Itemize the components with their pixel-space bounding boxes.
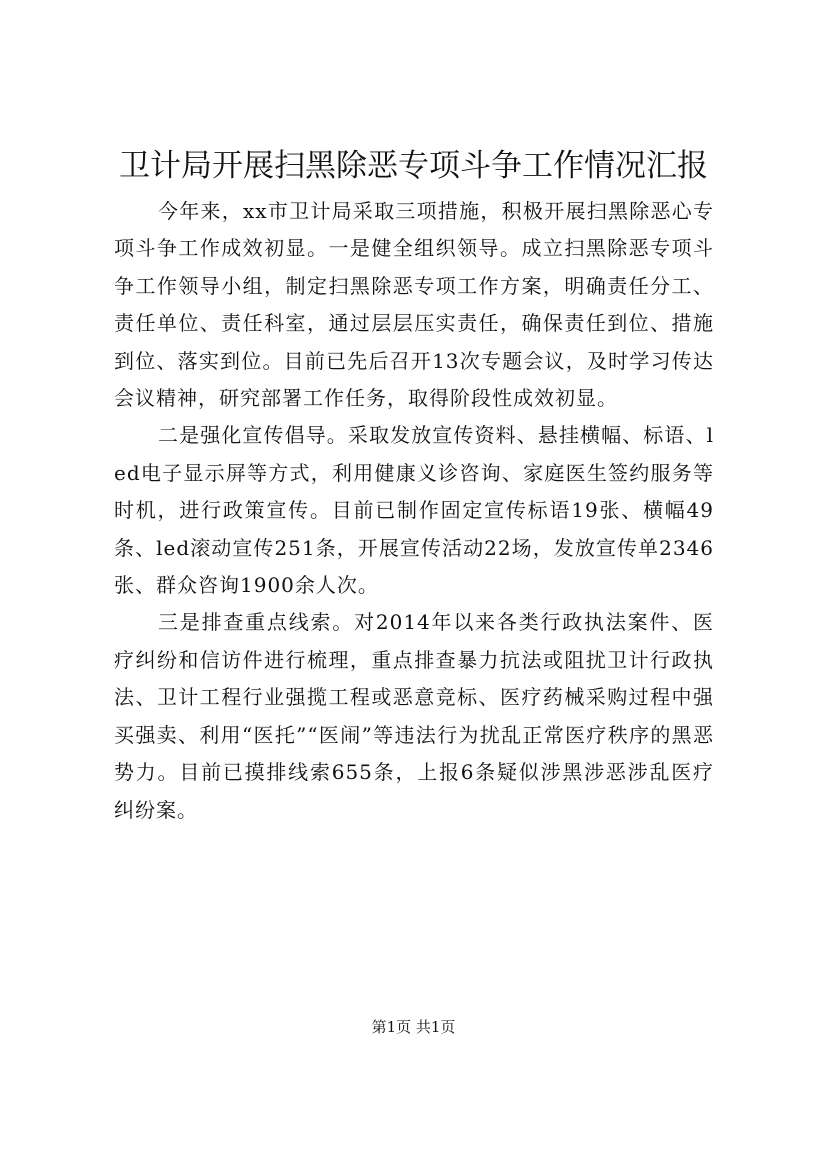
paragraph-3: 三是排查重点线索。对2014年以来各类行政执法案件、医疗纠纷和信访件进行梳理，重点排查暴力抗法或阻扰卫计行政执法、卫计工程行业强揽工程或恶意竞标、医疗药械采购过程中强买强卖、利用“医托”“医闹”等违法行为扰乱正常医疗秩序的黑恶势力。目前已摸排线索655条，上报6条疑似涉黑涉恶涉乱医疗纠纷案。 — [114, 610, 714, 822]
document-title: 卫计局开展扫黑除恶专项斗争工作情况汇报 — [119, 148, 708, 184]
paragraph-1: 今年来，xx市卫计局采取三项措施，积极开展扫黑除恶心专项斗争工作成效初显。一是健全组织领导。成立扫黑除恶专项斗争工作领导小组，制定扫黑除恶专项工作方案，明确责任分工、责任单位、责任科室，通过层层压实责任，确保责任到位、措施到位、落实到位。目前已先后召开13次专题会议，及时学习传达会议精神，研究部署工作任务，取得阶段性成效初显。 — [114, 199, 714, 411]
page-number-footer: 第1页 共1页 — [371, 1018, 456, 1036]
document-body — [114, 193, 714, 829]
paragraph-2: 二是强化宣传倡导。采取发放宣传资料、悬挂横幅、标语、led电子显示屏等方式，利用健康义诊咨询、家庭医生签约服务等时机，进行政策宣传。目前已制作固定宣传标语19张、横幅49条、led滚动宣传251条，开展宣传活动22场，发放宣传单2346张、群众咨询1900余人次。 — [114, 423, 714, 598]
